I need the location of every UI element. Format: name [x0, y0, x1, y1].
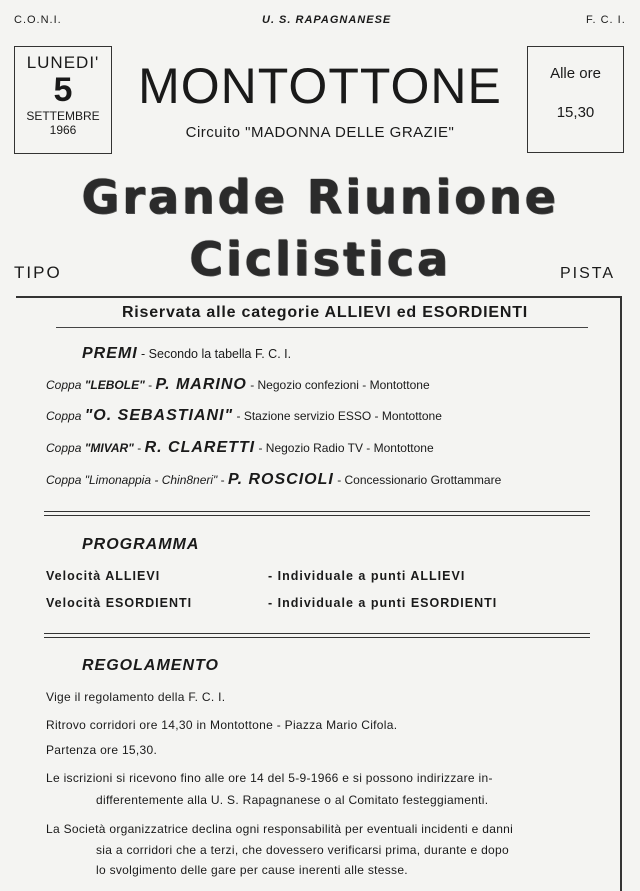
circuit-name: Circuito "MADONNA DELLE GRAZIE"	[185, 124, 455, 141]
coppa-person: P. MARINO	[155, 376, 247, 393]
coppa-detail: - Negozio confezioni - Montottone	[250, 378, 430, 392]
time-label: Alle ore	[550, 65, 601, 82]
year: 1966	[49, 123, 77, 137]
coppa-row	[46, 376, 430, 394]
double-rule	[44, 633, 590, 638]
reserved-underline	[56, 327, 588, 328]
regolamento-title: REGOLAMENTO	[82, 657, 219, 674]
programma-right: - Individuale a punti ESORDIENTI	[268, 596, 498, 610]
rule-line: Ritrovo corridori ore 14,30 in Montottone - Piazza Mario Cifola.	[46, 718, 398, 732]
coppa-person: P. ROSCIOLI	[228, 471, 334, 488]
rule-line: lo svolgimento delle gare per cause inerenti alle stesse.	[96, 863, 408, 877]
coppa-prefix: Coppa	[46, 409, 82, 423]
coppa-name: "MIVAR"	[84, 441, 134, 455]
coppa-row	[46, 439, 434, 457]
coppa-detail: Stazione servizio ESSO - Montottone	[243, 409, 442, 423]
programma-title: PROGRAMMA	[82, 536, 200, 553]
coppa-name: "O. SEBASTIANI"	[84, 407, 234, 424]
double-rule	[44, 511, 590, 516]
coppa-prefix: Coppa	[46, 378, 82, 392]
coppa-row	[46, 471, 501, 489]
frame-right-rule	[620, 296, 622, 891]
coppa-sep: -	[220, 473, 225, 487]
coppa-sep: -	[236, 409, 241, 423]
start-time: 15,30	[556, 104, 595, 121]
coppa-sep: -	[148, 378, 153, 392]
frame-top-rule	[16, 296, 622, 298]
rule-line: sia a corridori che a terzi, che dovessero verificarsi prima, durante e dopo	[96, 843, 509, 857]
header-fci: F. C. I.	[586, 14, 626, 26]
coppa-row	[46, 407, 442, 425]
coppa-prefix: Coppa	[46, 441, 82, 455]
rule-line: differentemente alla U. S. Rapagnanese o al Comitato festeggiamenti.	[96, 793, 489, 807]
rule-line: Partenza ore 15,30.	[46, 743, 158, 757]
coppa-prefix: Coppa	[46, 473, 82, 487]
coppa-person: R. CLARETTI	[144, 439, 256, 456]
pista-label: PISTA	[560, 265, 616, 282]
programma-right: - Individuale a punti ALLIEVI	[268, 569, 466, 583]
month: SETTEMBRE	[26, 109, 100, 123]
coppa-detail: - Negozio Radio TV - Montottone	[258, 441, 434, 455]
coppa-detail: - Concessionario Grottammare	[337, 473, 502, 487]
coppa-sep: -	[137, 441, 142, 455]
premi-text: - Secondo la tabella F. C. I.	[141, 347, 292, 361]
premi-row	[82, 345, 291, 363]
programma-left: Velocità ESORDIENTI	[46, 596, 193, 610]
header-coni: C.O.N.I.	[14, 14, 62, 26]
coppa-name: "LEBOLE"	[84, 378, 145, 392]
headline-line2: Ciclistica	[189, 232, 451, 286]
premi-title: PREMI	[82, 345, 138, 362]
day-number: 5	[53, 71, 73, 109]
headline-line1: Grande Riunione	[81, 170, 559, 224]
town-title: MONTOTTONE	[138, 58, 502, 114]
tipo-label: TIPO	[14, 263, 62, 282]
day-name: LUNEDI'	[26, 53, 100, 72]
date-box	[14, 46, 112, 154]
rule-line: Le iscrizioni si ricevono fino alle ore 14 del 5-9-1966 e si possono indirizzare in-	[46, 771, 493, 785]
programma-left: Velocità ALLIEVI	[46, 569, 161, 583]
rule-line: La Società organizzatrice declina ogni responsabilità per eventuali incidenti e danni	[46, 822, 514, 836]
rule-line: Vige il regolamento della F. C. I.	[46, 690, 226, 704]
time-box	[527, 46, 624, 153]
coppa-name: "Limonappia - Chin8neri"	[84, 473, 218, 487]
header-club: U. S. RAPAGNANESE	[262, 14, 392, 26]
reserved-categories: Riservata alle categorie ALLIEVI ed ESORDIENTI	[121, 304, 529, 321]
